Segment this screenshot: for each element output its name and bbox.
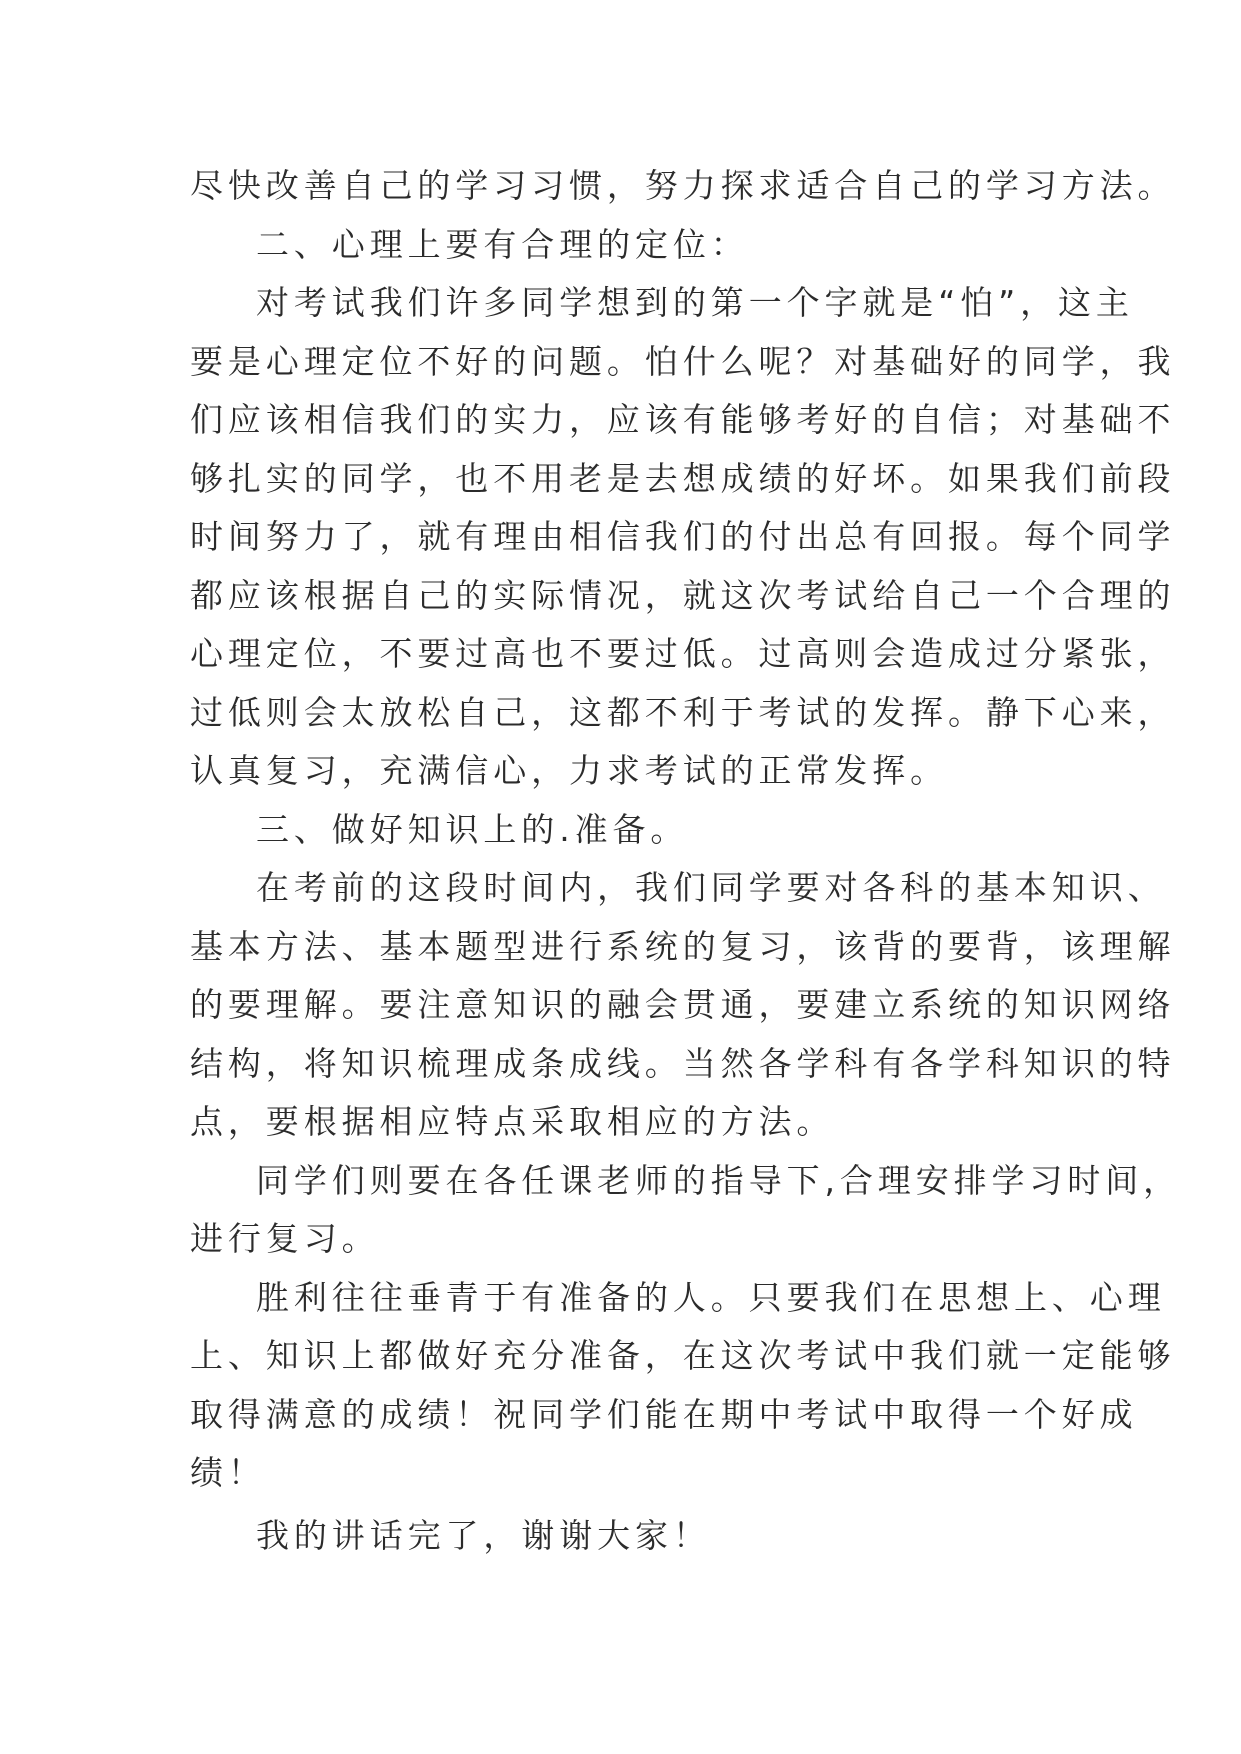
text-line: 在考前的这段时间内，我们同学要对各科的基本知识、: [256, 868, 1166, 907]
text-line: 们应该相信我们的实力，应该有能够考好的自信；对基础不: [190, 400, 1176, 439]
text-line: 上、知识上都做好充分准备，在这次考试中我们就一定能够: [190, 1336, 1176, 1375]
text-line: 绩！: [190, 1453, 266, 1492]
section-heading: 二、心理上要有合理的定位：: [256, 224, 749, 264]
text-line: 胜利往往垂青于有准备的人。只要我们在思想上、心理: [256, 1277, 1166, 1317]
text-line: 基本方法、基本题型进行系统的复习，该背的要背，该理解: [190, 926, 1176, 966]
closing-line: 我的讲话完了，谢谢大家！: [256, 1515, 711, 1555]
text-line: 进行复习。: [190, 1219, 380, 1258]
text-line: 过低则会太放松自己，这都不利于考试的发挥。静下心来，: [190, 692, 1176, 732]
text-line: 要是心理定位不好的问题。怕什么呢？对基础好的同学，我: [190, 341, 1176, 381]
text-line: 取得满意的成绩！祝同学们能在期中考试中取得一个好成: [190, 1394, 1138, 1434]
text-line: 心理定位，不要过高也不要过低。过高则会造成过分紧张，: [190, 634, 1176, 673]
text-line: 尽快改善自己的学习习惯，努力探求适合自己的学习方法。: [190, 166, 1176, 205]
text-line: 的要理解。要注意知识的融会贯通，要建立系统的知识网络: [190, 985, 1176, 1024]
section-heading: 三、做好知识上的.准备。: [256, 809, 689, 849]
text-line: 同学们则要在各任课老师的指导下,合理安排学习时间，: [256, 1160, 1181, 1200]
text-line: 够扎实的同学，也不用老是去想成绩的好坏。如果我们前段: [190, 458, 1176, 498]
text-line: 点，要根据相应特点采取相应的方法。: [190, 1102, 835, 1141]
text-line: 结构，将知识梳理成条成线。当然各学科有各学科知识的特: [190, 1043, 1176, 1083]
text-line: 都应该根据自己的实际情况，就这次考试给自己一个合理的: [190, 575, 1176, 615]
text-line: 时间努力了，就有理由相信我们的付出总有回报。每个同学: [190, 517, 1176, 556]
body-text: [190, 157, 1181, 1565]
text-line: 认真复习，充满信心，力求考试的正常发挥。: [190, 751, 948, 790]
text-line: 对考试我们许多同学想到的第一个字就是“怕”，这主: [256, 283, 1134, 322]
